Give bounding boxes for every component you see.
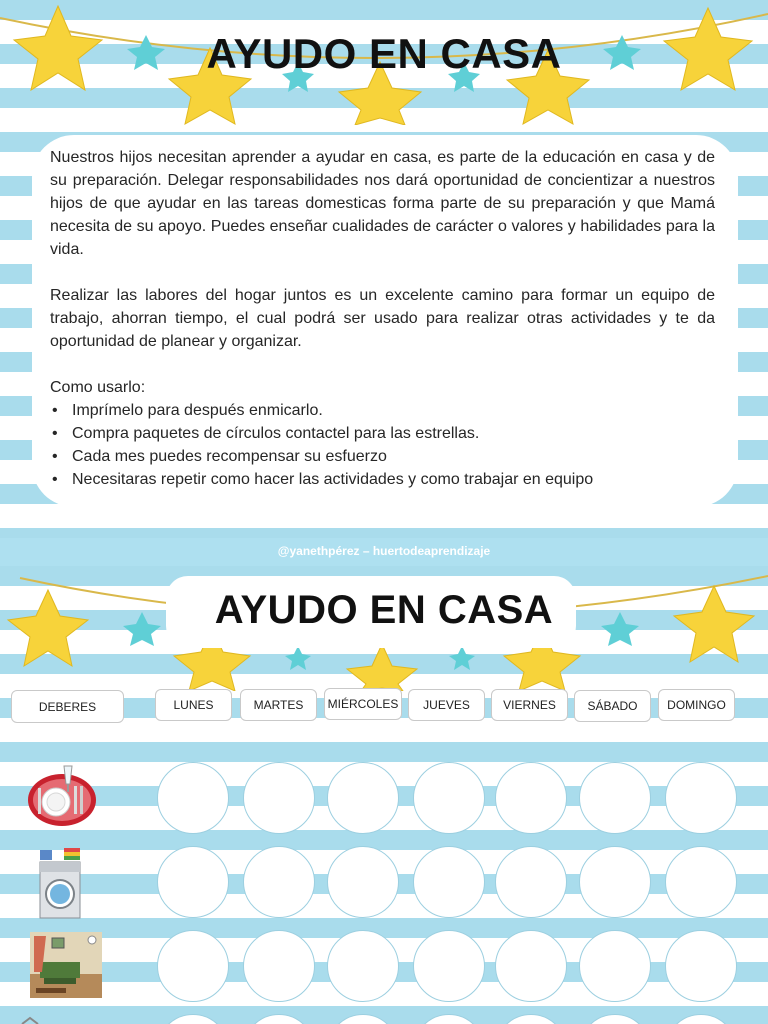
intro-paragraph-2: Realizar las labores del hogar juntos es un excelente camino para formar un equipo de trabajo, ahorran tiempo, el cual podrá ser usado para realizar otras actividades y te da oportunidad de planear y organizar. — [50, 287, 715, 350]
star-slot-circle[interactable] — [243, 930, 315, 1002]
star-slot-circle[interactable] — [327, 846, 399, 918]
washing-machine-icon — [36, 846, 86, 922]
star-slot-circle[interactable] — [157, 846, 229, 918]
day-header-sabado: SÁBADO — [574, 690, 651, 722]
chore-chart-page — [0, 566, 768, 1024]
usage-item: • Cada mes puedes recompensar su esfuerzo — [50, 445, 715, 468]
broom-icon — [20, 1016, 40, 1024]
star-icon — [347, 644, 417, 691]
usage-list — [50, 399, 715, 491]
usage-heading: Como usarlo: — [50, 379, 146, 396]
day-header-martes: MARTES — [240, 689, 317, 721]
chores-header: DEBERES — [11, 690, 124, 723]
author-credit: @yanethpérez – huertodeaprendizaje — [0, 538, 768, 566]
living-room-icon — [30, 932, 102, 998]
star-slot-circle[interactable] — [665, 846, 737, 918]
star-slot-circle[interactable] — [495, 762, 567, 834]
day-header-miercoles: MIÉRCOLES — [324, 688, 402, 720]
day-header-jueves: JUEVES — [408, 689, 485, 721]
star-slot-circle[interactable] — [243, 846, 315, 918]
star-icon — [285, 646, 311, 670]
usage-item: • Imprímelo para después enmicarlo. — [50, 399, 715, 422]
star-slot-circle[interactable] — [495, 846, 567, 918]
intro-paragraph-1: Nuestros hijos necesitan aprender a ayudar en casa, es parte de la educación en casa y de su preparación. Delegar responsabilidades nos dará oportunidad de concientizar a nuestros hijos de que ayudar en las tareas domesticas forma parte de su preparación y que Mamá necesita de su apoyo. Puedes enseñar cualidades de carácter o valores y habilidades para la vida. — [50, 149, 715, 258]
day-header-domingo: DOMINGO — [658, 689, 735, 721]
star-slot-circle[interactable] — [327, 762, 399, 834]
star-slot-circle[interactable] — [327, 930, 399, 1002]
day-header-lunes: LUNES — [155, 689, 232, 721]
star-slot-circle[interactable] — [413, 762, 485, 834]
star-icon — [449, 646, 475, 670]
star-slot-circle[interactable] — [579, 930, 651, 1002]
day-header-viernes: VIERNES — [491, 689, 568, 721]
table-setting-icon — [26, 764, 98, 830]
star-slot-circle[interactable] — [413, 930, 485, 1002]
star-slot-circle[interactable] — [413, 846, 485, 918]
star-slot-circle[interactable] — [665, 930, 737, 1002]
star-slot-circle[interactable] — [579, 762, 651, 834]
chart-title: AYUDO EN CASA — [214, 588, 554, 632]
star-slot-circle[interactable] — [157, 762, 229, 834]
intro-text — [50, 146, 715, 491]
star-slot-circle[interactable] — [157, 930, 229, 1002]
page-title: AYUDO EN CASA — [206, 30, 562, 77]
star-slot-circle[interactable] — [579, 846, 651, 918]
star-slot-circle[interactable] — [665, 762, 737, 834]
usage-item: • Compra paquetes de círculos contactel para las estrellas. — [50, 422, 715, 445]
star-slot-circle[interactable] — [243, 762, 315, 834]
usage-item: • Necesitaras repetir como hacer las actividades y como trabajar en equipo — [50, 468, 715, 491]
star-slot-circle[interactable] — [495, 930, 567, 1002]
